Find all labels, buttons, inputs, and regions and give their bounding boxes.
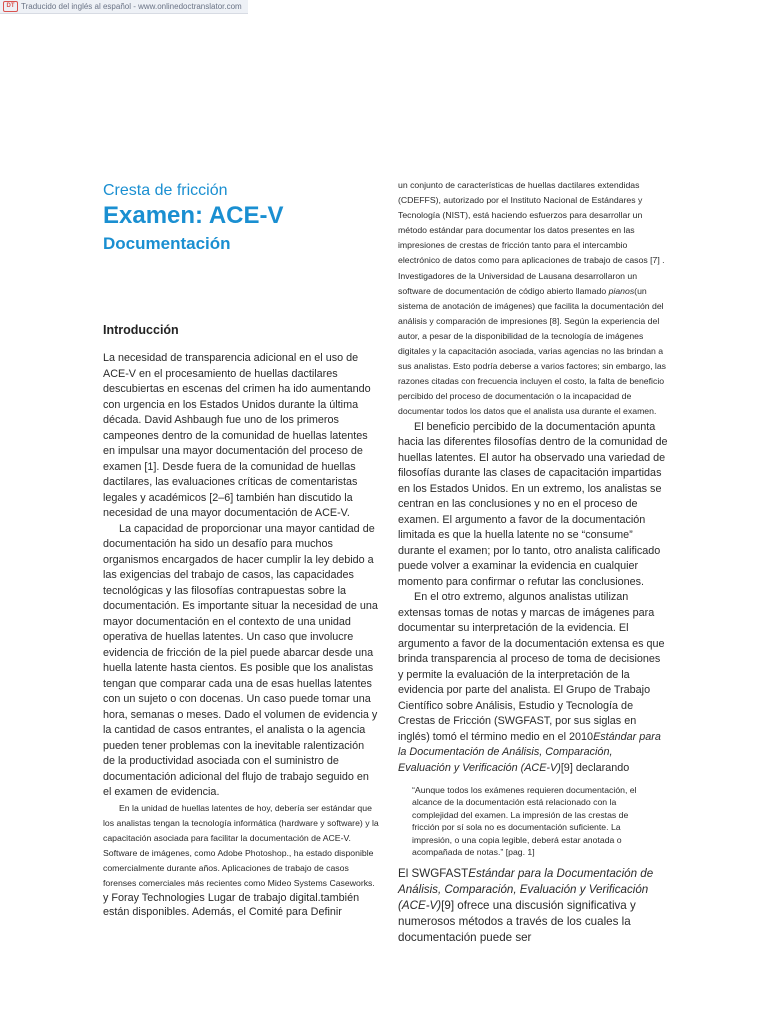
paragraph [398,590,668,776]
right-column [398,178,668,946]
paragraph: La necesidad de transparencia adicional en el uso de ACE-V en el procesamiento de huellas dactilares descubiertas en escenas del crimen ha ido aumentando con urgencia en los Estados Unidos durante la última década. David Ashbaugh fue uno de los primeros campeones dentro de la comunidad de huellas latentes en impulsar una mayor documentación del proceso de examen [1]. Desde fuera de la comunidad de huellas dactilares, las evaluaciones críticas de comentaristas legales y académicos [2–6] también han discutido la necesidad de una mayor documentación de ACE-V. [103,352,371,519]
paragraph: y Foray Technologies Lugar de trabajo digital.también están disponibles. Además, el Comité para Definir [103,892,360,919]
text-run: (un sistema de anotación de imágenes) que facilita la documentación del análisis y comparación de impresiones [8]. Según la experiencia del autor, a pesar de la disponibilidad de la tecnología de imágenes digitales y la capacitación asociada, varias agencias no las brindan a sus analistas. Esto podría deberse a varios factores; sin embargo, las razones citadas con frecuencia incluyen el costo, la falta de beneficio percibido del proceso de documentación o la incapacidad de documentar todos los datos que el analista usa durante el examen. [398,285,667,417]
emphasis: Estándar para la Documentación de Análisis, Comparación, Evaluación y Verificación (ACE-V) [398,867,654,913]
text-run: En el otro extremo, algunos analistas utilizan extensas tomas de notas y marcas de imágenes para documentar su interpretación de la evidencia. El argumento a favor de la documentación extensa es que brinda transparencia al proceso de toma de decisiones y permite la evaluación de la interpretación de la evidencia por parte del analista. El Grupo de Trabajo Científico sobre Análisis, Estudio y Tecnología de Crestas de Fricción (SWGFAST, por sus siglas en inglés) tomó el término medio en el 2010 [398,591,665,743]
paragraph: La capacidad de proporcionar una mayor cantidad de documentación ha sido un desafío para muchos organismos encargados de hacer cumplir la ley debido a las exigencias del trabajo de casos, las capacidades tecnológicas y las filosofías contrapuestas sobre la documentación. Es importante situar la necesidad de una mayor documentación en el contexto de una unidad operativa de huellas latentes. Un caso que involucre evidencia de fricción de la piel puede abarcar desde una huella latente hasta cientos. Es posible que los analistas tengan que comparar cada una de esas huellas latentes con un sujeto o con docenas. Un caso puede tomar una hora, semanas o meses. Dado el volumen de evidencia y la cantidad de casos entrantes, el analista o la agencia pueden tener problemas con la inevitable ralentización de la productividad asociada con el suministro de documentación adicional del flujo de trabajo seguido en el examen de evidencia. [103,522,378,798]
title-line-2: Examen: ACE-V [103,202,284,229]
text-run: El SWGFAST [398,867,469,881]
paragraph: El beneficio percibido de la documentación apunta hacia las diferentes filosofías dentro de la comunidad de huellas latentes. El autor ha observado una variedad de filosofías durante las clases de capacitación impartidas en los Estados Unidos. En un extremo, los analistas se centran en las conclusiones y no en el proceso de examen. El argumento a favor de la documentación limitada es que la huella latente no se “consume” durante el examen; por lo tanto, otro analista calificado puede volver a examinar la evidencia en cualquier momento para confirmar o refutar las conclusiones. [398,420,668,588]
emphasis: pianos [608,285,635,296]
translator-banner[interactable] [0,0,248,14]
translator-logo-icon: DT [3,1,18,12]
section-heading: Introducción [103,323,179,337]
text-run: [9] ofrece una discusión significativa y numerosos métodos a través de los cuales la documentación puede ser [398,899,636,945]
block-quote: “Aunque todos los exámenes requieren documentación, el alcance de la documentación está relacionado con la complejidad del examen. La impresión de las crestas de fricción por sí sola no es documentación suficiente. La impresión, o una copia legible, deberá estar anotada o acompañada de notas.” [pag. 1] [412,785,637,858]
title-line-3: Documentación [103,234,231,253]
title-block [103,181,383,257]
paragraph-small: En la unidad de huellas latentes de hoy, debería ser estándar que los analistas tengan la tecnología informática (hardware y software) y la capacitación asociada para facilitar la documentación de ACE-V. Software de imágenes, como Adobe Photoshop., ha estado disponible comercialmente durante años. Aplicaciones de trabajo de casos forenses comerciales más recientes como Mideo Systems Caseworks. [103,802,379,888]
paragraph [398,866,668,946]
paragraph-small [398,178,668,420]
emphasis: Estándar para la Documentación de Análisis, Comparación, Evaluación y Verificación (ACE-V) [398,730,661,774]
text-run: un conjunto de características de huellas dactilares extendidas (CDEFFS), autorizado por el Instituto Nacional de Estándares y Tecnología (NIST), está haciendo esfuerzos para desarrollar un método estándar para documentar los datos presentes en las impresiones de crestas de fricción tanto para el intercambio electrónico de datos como para aplicaciones de trabajo de casos [7] . Investigadores de la Universidad de Lausana desarrollaron un software de documentación de código abierto llamado [398,180,665,296]
left-column [103,351,379,919]
text-run: [9] declarando [560,761,630,774]
translator-banner-text[interactable]: Traducido del inglés al español - www.onlinedoctranslator.com [21,2,242,11]
title-line-1: Cresta de fricción [103,182,228,199]
